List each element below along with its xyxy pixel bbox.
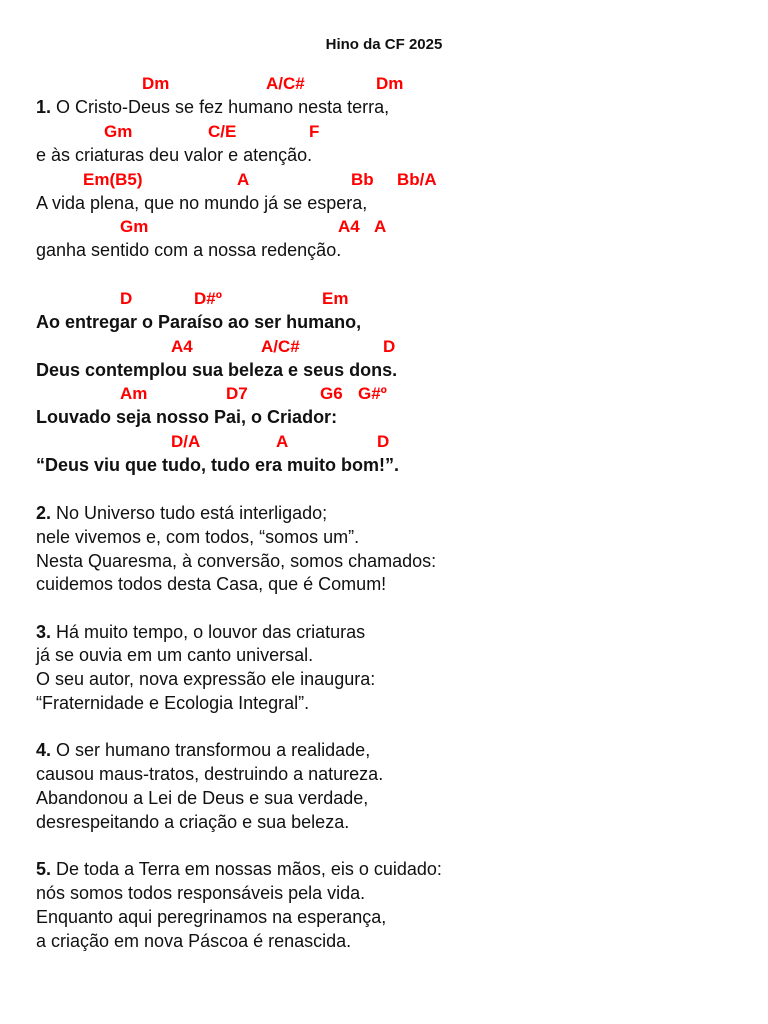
- lyric-line: [36, 502, 327, 524]
- chord: Bb: [351, 170, 374, 189]
- chord: A4: [171, 337, 193, 356]
- chord: D: [120, 289, 133, 308]
- lyric-line: “Fraternidade e Ecologia Integral”.: [36, 693, 310, 713]
- lyric-line: [36, 858, 442, 880]
- chord: A: [374, 217, 387, 236]
- chord: Am: [120, 384, 148, 403]
- lyric-line: já se ouvia em um canto universal.: [36, 645, 314, 665]
- lyric-line: Enquanto aqui peregrinamos na esperança,: [36, 907, 387, 927]
- refrain-line: “Deus viu que tudo, tudo era muito bom!”.: [36, 455, 399, 475]
- refrain-line: Ao entregar o Paraíso ao ser humano,: [36, 312, 362, 332]
- chord: Gm: [104, 122, 133, 141]
- chord: A/C#: [261, 337, 300, 356]
- chord: Bb/A: [397, 170, 437, 189]
- lyric-text: Há muito tempo, o louvor das criaturas: [56, 622, 366, 642]
- refrain-line: Louvado seja nosso Pai, o Criador:: [36, 407, 338, 427]
- chord: Gm: [120, 217, 149, 236]
- lyric-line: a criação em nova Páscoa é renascida.: [36, 931, 352, 951]
- chord: A: [276, 432, 289, 451]
- lyric-line: e às criaturas deu valor e atenção.: [36, 145, 313, 165]
- verse-number: 3.: [36, 622, 52, 642]
- lyric-text: De toda a Terra em nossas mãos, eis o cuidado:: [56, 859, 442, 879]
- chord: F: [309, 122, 320, 141]
- lyric-line: O seu autor, nova expressão ele inaugura:: [36, 669, 376, 689]
- lyric-line: [36, 739, 370, 761]
- lyric-text: No Universo tudo está interligado;: [56, 503, 328, 523]
- chord: D: [377, 432, 390, 451]
- lyric-line: causou maus-tratos, destruindo a natureza.: [36, 764, 384, 784]
- song-title: Hino da CF 2025: [325, 36, 443, 53]
- chord: D#º: [194, 289, 222, 308]
- lyric-line: Nesta Quaresma, à conversão, somos chamados:: [36, 551, 437, 571]
- chord: A: [237, 170, 250, 189]
- lyric-text: O ser humano transformou a realidade,: [56, 740, 371, 760]
- chord: G6: [320, 384, 343, 403]
- chord: D7: [226, 384, 248, 403]
- verse-number: 5.: [36, 859, 52, 879]
- lyric-line: desrespeitando a criação e sua beleza.: [36, 812, 350, 832]
- verse-number: 2.: [36, 503, 52, 523]
- chord: D: [383, 337, 396, 356]
- lyric-line: nós somos todos responsáveis pela vida.: [36, 883, 366, 903]
- lyric-line: A vida plena, que no mundo já se espera,: [36, 193, 368, 213]
- lyric-line: nele vivemos e, com todos, “somos um”.: [36, 527, 360, 547]
- lyric-text: O Cristo-Deus se fez humano nesta terra,: [56, 97, 390, 117]
- verse-number: 4.: [36, 740, 52, 760]
- lyric-line: [36, 96, 389, 118]
- chord: Dm: [376, 74, 404, 93]
- verse-number: 1.: [36, 97, 52, 117]
- chord: A/C#: [266, 74, 305, 93]
- chord: Em: [322, 289, 349, 308]
- chord: A4: [338, 217, 360, 236]
- chord: D/A: [171, 432, 201, 451]
- chord: C/E: [208, 122, 237, 141]
- lyric-line: ganha sentido com a nossa redenção.: [36, 240, 342, 260]
- refrain-line: Deus contemplou sua beleza e seus dons.: [36, 360, 398, 380]
- lyric-line: cuidemos todos desta Casa, que é Comum!: [36, 574, 387, 594]
- chord: G#º: [358, 384, 387, 403]
- chord: Dm: [142, 74, 170, 93]
- chord: Em(B5): [83, 170, 143, 189]
- lyric-line: Abandonou a Lei de Deus e sua verdade,: [36, 788, 369, 808]
- lyric-line: [36, 621, 365, 643]
